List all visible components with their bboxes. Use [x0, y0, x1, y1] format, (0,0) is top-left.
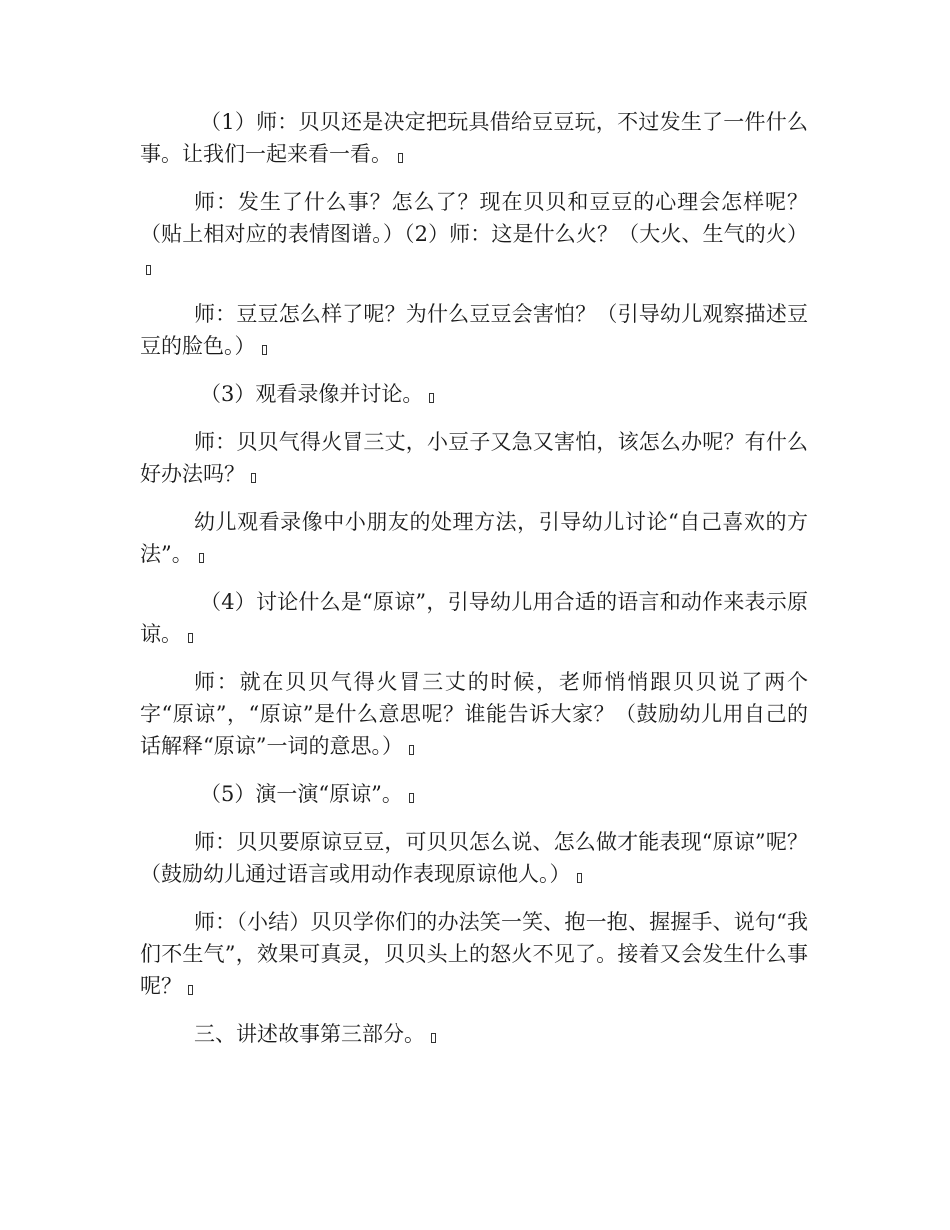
paragraph-text: （1）师：贝贝还是决定把玩具借给豆豆玩，不过发生了一件什么事。让我们一起来看一看。 [140, 110, 808, 166]
paragraph-text: 师：发生了什么事？怎么了？现在贝贝和豆豆的心理会怎样呢？（贴上相对应的表情图谱。）（2）师：这是什么火？（大火、生气的火） [140, 190, 808, 246]
paragraph [140, 186, 808, 282]
paragraph-text: 师：就在贝贝气得火冒三丈的时候，老师悄悄跟贝贝说了两个字“原谅”，“原谅”是什么意思呢？谁能告诉大家？（鼓励幼儿用自己的话解释“原谅”一词的意思。） [140, 670, 808, 758]
paragraph-mark-icon [199, 553, 204, 563]
paragraph [140, 298, 808, 362]
paragraph-text: 三、讲述故事第三部分。 [194, 1022, 425, 1046]
paragraph-mark-icon [188, 633, 193, 643]
paragraph [140, 426, 808, 490]
paragraph [140, 666, 808, 762]
paragraph-text: （3）观看录像并讨论。 [200, 382, 424, 406]
paragraph [140, 506, 808, 570]
paragraph-mark-icon [188, 985, 193, 995]
paragraph [140, 106, 808, 170]
paragraph-mark-icon [146, 265, 151, 275]
paragraph [140, 826, 808, 890]
paragraph-text: （4）讨论什么是“原谅”，引导幼儿用合适的语言和动作来表示原谅。 [140, 590, 808, 646]
paragraph-mark-icon [262, 345, 267, 355]
paragraph [140, 586, 808, 650]
paragraph-text: （5）演一演“原谅”。 [200, 782, 403, 806]
paragraph [140, 906, 808, 1002]
paragraph-text: 幼儿观看录像中小朋友的处理方法，引导幼儿讨论“自己喜欢的方法”。 [140, 510, 808, 566]
document-body [140, 106, 808, 1066]
paragraph [140, 1018, 808, 1050]
paragraph-mark-icon [398, 153, 403, 163]
paragraph-mark-icon [429, 393, 434, 403]
paragraph [140, 378, 808, 410]
paragraph-mark-icon [409, 745, 414, 755]
paragraph-mark-icon [251, 473, 256, 483]
paragraph-mark-icon [431, 1033, 436, 1043]
paragraph-text: 师：贝贝气得火冒三丈，小豆子又急又害怕，该怎么办呢？有什么好办法吗？ [140, 430, 808, 486]
paragraph-text: 师：豆豆怎么样了呢？为什么豆豆会害怕？（引导幼儿观察描述豆豆的脸色。） [140, 302, 808, 358]
paragraph [140, 778, 808, 810]
paragraph-mark-icon [409, 793, 414, 803]
paragraph-text: 师：（小结）贝贝学你们的办法笑一笑、抱一抱、握握手、说句“我们不生气”，效果可真灵，贝贝头上的怒火不见了。接着又会发生什么事呢？ [140, 910, 808, 998]
paragraph-text: 师：贝贝要原谅豆豆，可贝贝怎么说、怎么做才能表现“原谅”呢？（鼓励幼儿通过语言或用动作表现原谅他人。） [140, 830, 808, 886]
paragraph-mark-icon [577, 873, 582, 883]
